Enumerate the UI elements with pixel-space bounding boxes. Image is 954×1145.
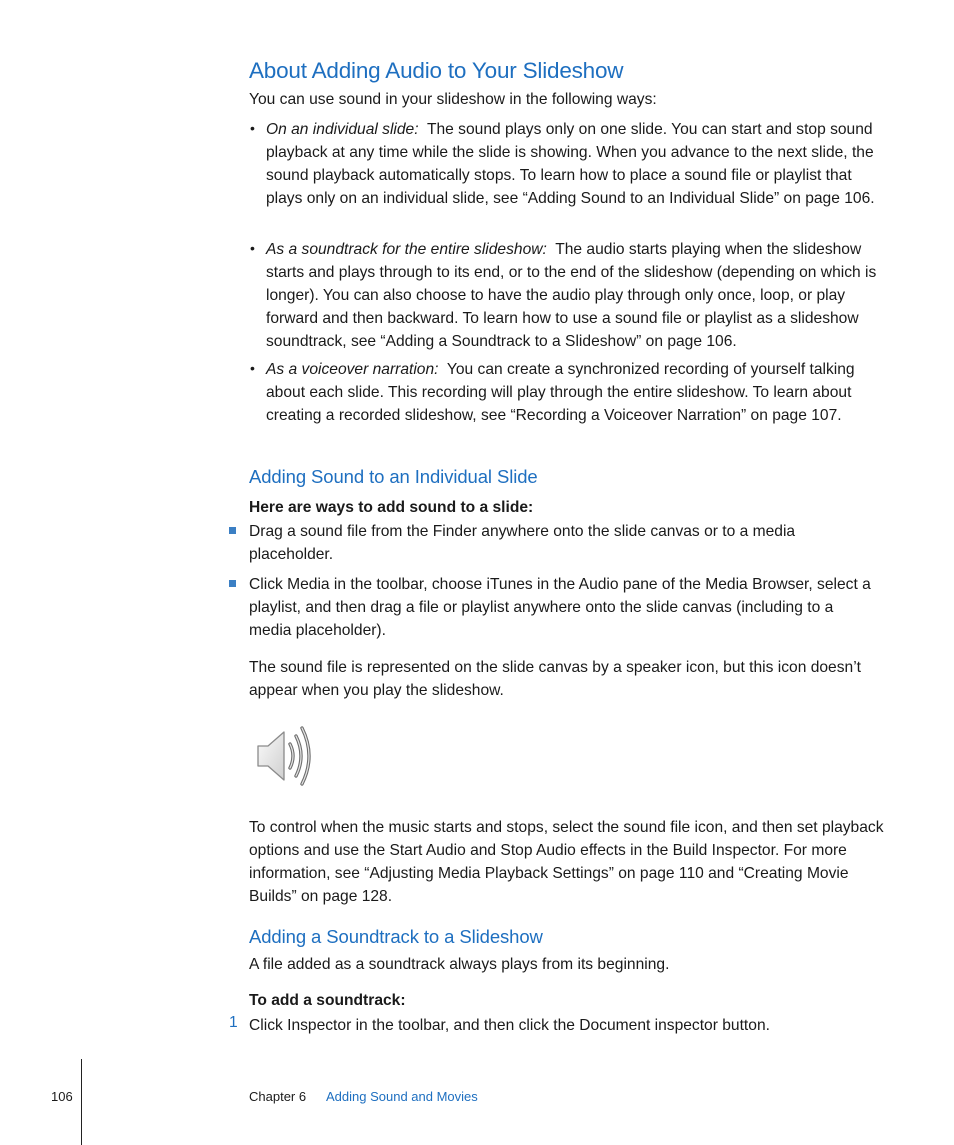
footer-chapter-title: Adding Sound and Movies bbox=[326, 1089, 478, 1104]
bullet-item-soundtrack bbox=[266, 238, 878, 353]
bullet-marker: • bbox=[250, 120, 255, 136]
note-paragraph: The sound file is represented on the slide canvas by a speaker icon, but this icon doesn’t appear when you play the slideshow. bbox=[249, 659, 861, 699]
subsection-title-soundtrack: Adding a Soundtrack to a Slideshow bbox=[249, 926, 543, 947]
step-item: Drag a sound file from the Finder anywhere onto the slide canvas or to a media placeholder. bbox=[249, 523, 796, 563]
bullet-lead: On an individual slide: bbox=[266, 121, 419, 138]
section-title: About Adding Audio to Your Slideshow bbox=[249, 58, 624, 83]
step-item: Click Inspector in the toolbar, and then click the Document inspector button. bbox=[249, 1017, 770, 1034]
bullet-lead: As a soundtrack for the entire slideshow: bbox=[266, 241, 547, 258]
section-intro: You can use sound in your slideshow in the following ways: bbox=[249, 91, 657, 108]
control-paragraph: To control when the music starts and stops, select the sound file icon, and then set playback options and use the Start Audio and Stop Audio effects in the Build Inspector. For more information, see “Adjusting Media Playback Settings” on page 110 and “Creating Movie Builds” on page 128. bbox=[249, 819, 884, 905]
footer-divider bbox=[81, 1059, 82, 1145]
bullet-square bbox=[229, 580, 236, 587]
bullet-square bbox=[229, 527, 236, 534]
soundtrack-intro: A file added as a soundtrack always plays from its beginning. bbox=[249, 956, 670, 973]
step-number: 1 bbox=[229, 1014, 238, 1031]
task-heading: Here are ways to add sound to a slide: bbox=[249, 499, 534, 516]
speaker-icon bbox=[254, 722, 320, 795]
bullet-item-voiceover bbox=[266, 358, 878, 427]
task-heading: To add a soundtrack: bbox=[249, 992, 406, 1009]
bullet-lead: As a voiceover narration: bbox=[266, 361, 439, 378]
bullet-body: The audio starts playing when the slideshow starts and plays through to its end, or to the end of the slideshow (depending on which is longer). You can also choose to have the audio play through only once, loop, or play forward and then backward. To learn how to use a sound file or playlist as a slideshow soundtrack, see “Adding a Soundtrack to a Slideshow” on page 106. bbox=[266, 241, 877, 350]
bullet-marker: • bbox=[250, 240, 255, 256]
page-number: 106 bbox=[51, 1089, 73, 1104]
subsection-title-individual: Adding Sound to an Individual Slide bbox=[249, 466, 538, 487]
step-item: Click Media in the toolbar, choose iTunes in the Audio pane of the Media Browser, select a playlist, and then drag a file or playlist anywhere onto the slide canvas (including to a media placeholder). bbox=[249, 576, 871, 639]
bullet-body: The sound plays only on one slide. You can start and stop sound playback at any time while the slide is showing. When you advance to the next slide, the sound playback automatically stops. To learn how to place a sound file or playlist that plays only on an individual slide, see “Adding Sound to an Individual Slide” on page 106. bbox=[266, 121, 875, 207]
footer-chapter: Chapter 6 bbox=[249, 1089, 307, 1104]
bullet-body: You can create a synchronized recording of yourself talking about each slide. This recording will play through the entire slideshow. To learn about creating a recorded slideshow, see “Recording a Voiceover Narration” on page 107. bbox=[266, 361, 855, 424]
bullet-marker: • bbox=[250, 360, 255, 376]
bullet-item-individual bbox=[266, 118, 878, 210]
